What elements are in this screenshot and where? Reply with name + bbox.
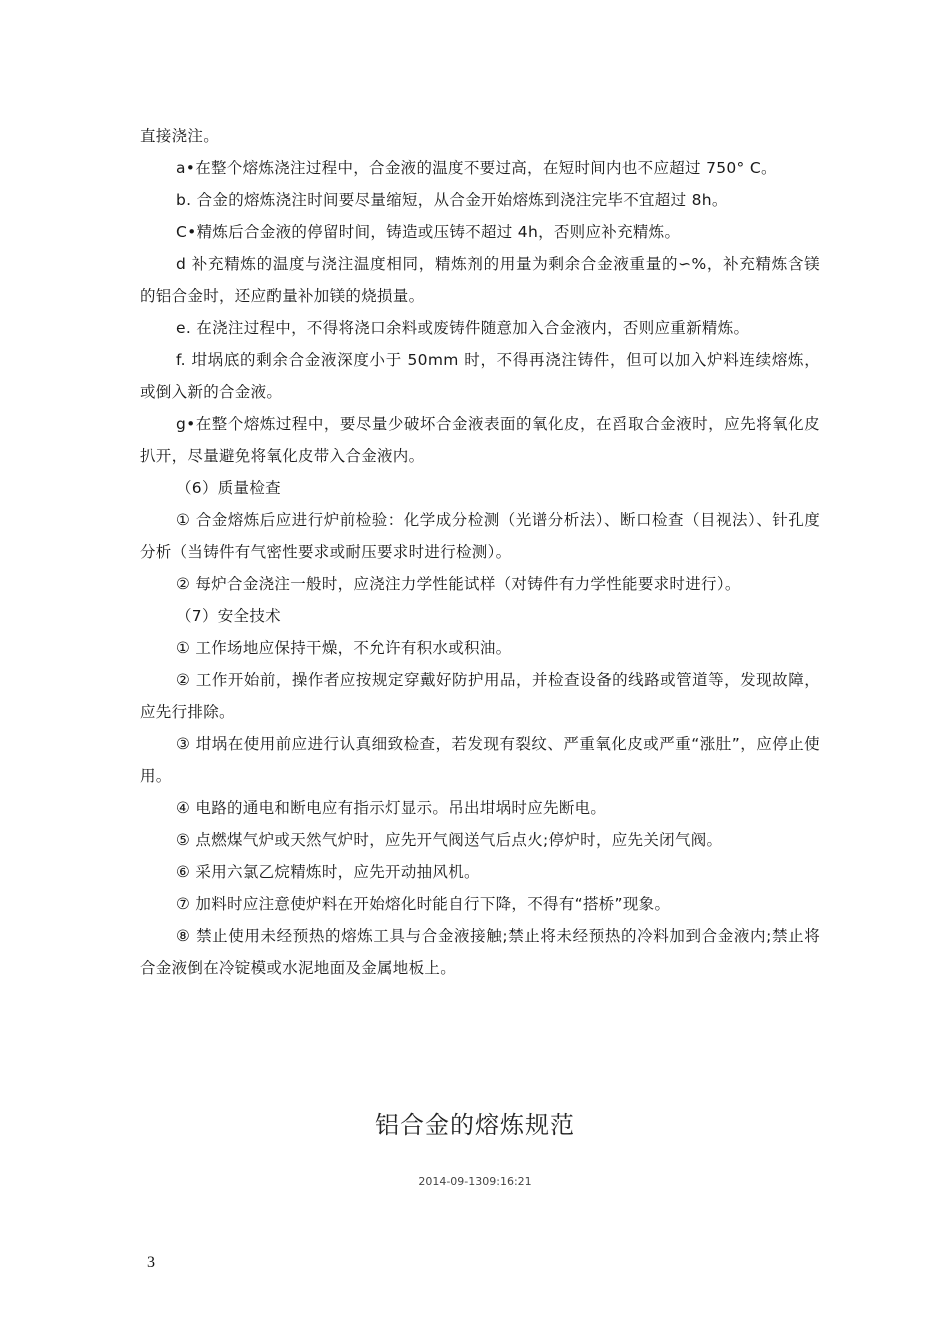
- paragraph: f. 坩埚底的剩余合金液深度小于 50mm 时，不得再浇注铸件，但可以加入炉料连续熔炼，或倒入新的合金液。: [140, 351, 820, 401]
- paragraph: ② 工作开始前，操作者应按规定穿戴好防护用品，并检查设备的线路或管道等，发现故障，应先行排除。: [140, 671, 820, 721]
- paragraph: ⑦ 加料时应注意使炉料在开始熔化时能自行下降，不得有“搭桥”现象。: [176, 895, 671, 913]
- paragraph: g•在整个熔炼过程中，要尽量少破坏合金液表面的氧化皮，在舀取合金液时，应先将氧化皮扒开，尽量避免将氧化皮带入合金液内。: [140, 415, 820, 465]
- paragraph: ⑤ 点燃煤气炉或天然气炉时，应先开气阀送气后点火;停炉时，应先关闭气阀。: [176, 831, 723, 849]
- paragraph: ① 合金熔炼后应进行炉前检验：化学成分检测（光谱分析法）、断口检查（目视法）、针孔度分析（当铸件有气密性要求或耐压要求时进行检测）。: [140, 511, 820, 561]
- paragraph: d 补充精炼的温度与浇注温度相同，精炼剂的用量为剩余合金液重量的∽%，补充精炼含镁的铝合金时，还应酌量补加镁的烧损量。: [140, 255, 820, 305]
- section-heading: （7）安全技术: [176, 607, 281, 625]
- paragraph: ⑥ 采用六氯乙烷精炼时，应先开动抽风机。: [176, 863, 480, 881]
- paragraph: b. 合金的熔炼浇注时间要尽量缩短，从合金开始熔炼到浇注完毕不宜超过 8h。: [176, 191, 728, 209]
- paragraph: ④ 电路的通电和断电应有指示灯显示。吊出坩埚时应先断电。: [176, 799, 607, 817]
- paragraph: a•在整个熔炼浇注过程中，合金液的温度不要过高，在短时间内也不应超过 750° C。: [176, 159, 777, 177]
- section-heading: （6）质量检查: [176, 479, 281, 497]
- document-date: 2014-09-1309:16:21: [418, 1175, 532, 1188]
- document-title: 铝合金的熔炼规范: [375, 1111, 575, 1139]
- paragraph: 直接浇注。: [140, 127, 220, 145]
- paragraph: ⑧ 禁止使用未经预热的熔炼工具与合金液接触;禁止将未经预热的冷料加到合金液内;禁止将合金液倒在冷锭模或水泥地面及金属地板上。: [140, 927, 820, 977]
- paragraph: C•精炼后合金液的停留时间，铸造或压铸不超过 4h，否则应补充精炼。: [176, 223, 681, 241]
- paragraph: ② 每炉合金浇注一般时，应浇注力学性能试样（对铸件有力学性能要求时进行）。: [176, 575, 741, 593]
- paragraph: e. 在浇注过程中，不得将浇口余料或废铸件随意加入合金液内，否则应重新精炼。: [176, 319, 750, 337]
- document-body: [140, 120, 820, 984]
- paragraph: ① 工作场地应保持干燥，不允许有积水或积油。: [176, 639, 512, 657]
- paragraph: ③ 坩埚在使用前应进行认真细致检查，若发现有裂纹、严重氧化皮或严重“涨肚”，应停止使用。: [140, 735, 820, 785]
- page-number: 3: [147, 1254, 155, 1271]
